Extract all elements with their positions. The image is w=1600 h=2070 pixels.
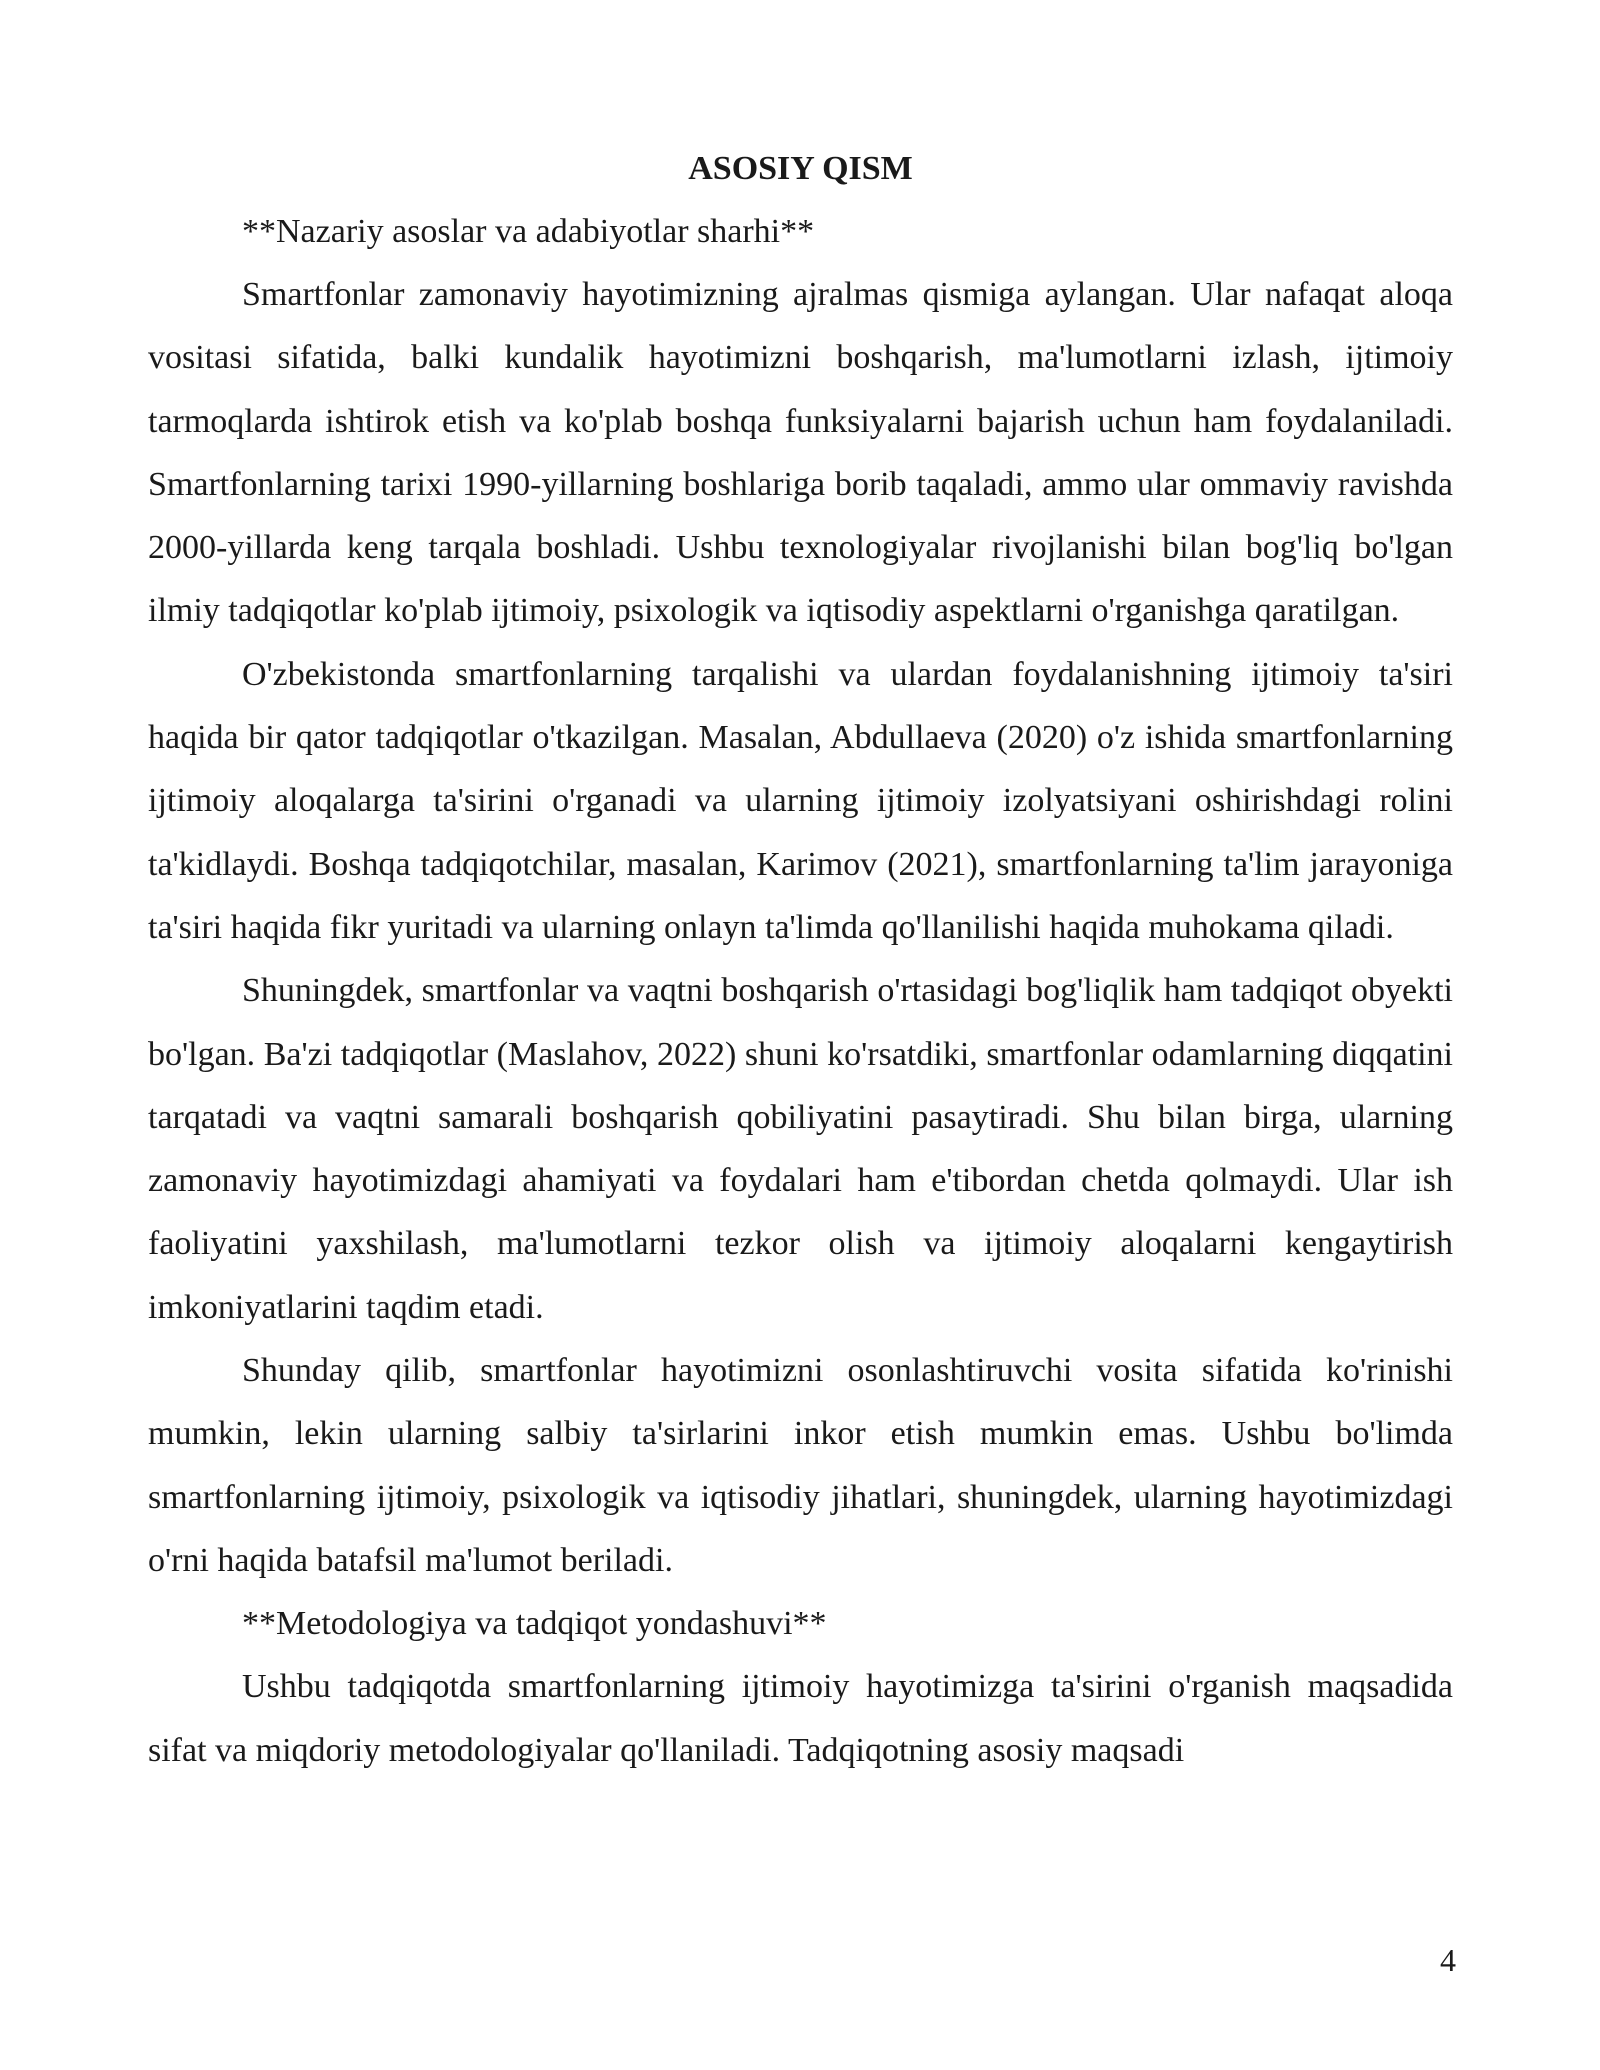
paragraph: O'zbekistonda smartfonlarning tarqalishi va ulardan foydalanishning ijtimoiy ta'siri haqida bir qator tadqiqotlar o'tkazilgan. Masalan, Abdullaeva (2020) o'z ishida smartfonlarning ijtimoiy aloqalarga ta'sirini o'rganadi va ularning ijtimoiy izolyatsiyani oshirishdagi rolini ta'kidlaydi. Boshqa tadqiqotchilar, masalan, Karimov (2021), smartfonlarning ta'lim jarayoniga ta'siri haqida fikr yuritadi va ularning onlayn ta'limda qo'llanilishi haqida muhokama qiladi. [148,655,1453,946]
section-title: ASOSIY QISM [688,150,913,187]
page-number: 4 [1440,1942,1456,1978]
paragraph: Shuningdek, smartfonlar va vaqtni boshqarish o'rtasidagi bog'liqlik ham tadqiqot obyekti bo'lgan. Ba'zi tadqiqotlar (Maslahov, 2022) shuni ko'rsatdiki, smartfonlar odamlarning diqqatini tarqatadi va vaqtni samarali boshqarish qobiliyatini pasaytiradi. Shu bilan birga, ularning zamonaviy hayotimizdagi ahamiyati va foydalari ham e'tibordan chetda qolmaydi. Ular ish faoliyatini yaxshilash, ma'lumotlarni tezkor olish va ijtimoiy aloqalarni kengaytirish imkoniyatlarini taqdim etadi. [148,972,1453,1326]
subsection-heading-methodology: **Metodologiya va tadqiqot yondashuvi** [242,1605,827,1643]
paragraph: Smartfonlar zamonaviy hayotimizning ajralmas qismiga aylangan. Ular nafaqat aloqa vositasi sifatida, balki kundalik hayotimizni boshqarish, ma'lumotlarni izlash, ijtimoiy tarmoqlarda ishtirok etish va ko'plab boshqa funksiyalarni bajarish uchun ham foydalaniladi. Smartfonlarning tarixi 1990-yillarning boshlariga borib taqaladi, ammo ular ommaviy ravishda 2000-yillarda keng tarqala boshladi. Ushbu texnologiyalar rivojlanishi bilan bog'liq bo'lgan ilmiy tadqiqotlar ko'plab ijtimoiy, psixologik va iqtisodiy aspektlarni o'rganishga qaratilgan. [148,276,1453,630]
page-content [148,142,1453,1782]
paragraph: Ushbu tadqiqotda smartfonlarning ijtimoiy hayotimizga ta'sirini o'rganish maqsadida sifat va miqdoriy metodologiyalar qo'llaniladi. Tadqiqotning asosiy maqsadi [148,1668,1453,1769]
paragraph: Shunday qilib, smartfonlar hayotimizni osonlashtiruvchi vosita sifatida ko'rinishi mumkin, lekin ularning salbiy ta'sirlarini inkor etish mumkin emas. Ushbu bo'limda smartfonlarning ijtimoiy, psixologik va iqtisodiy jihatlari, shuningdek, ularning hayotimizdagi o'rni haqida batafsil ma'lumot beriladi. [148,1352,1453,1579]
subsection-heading-theory: **Nazariy asoslar va adabiyotlar sharhi** [242,213,815,250]
